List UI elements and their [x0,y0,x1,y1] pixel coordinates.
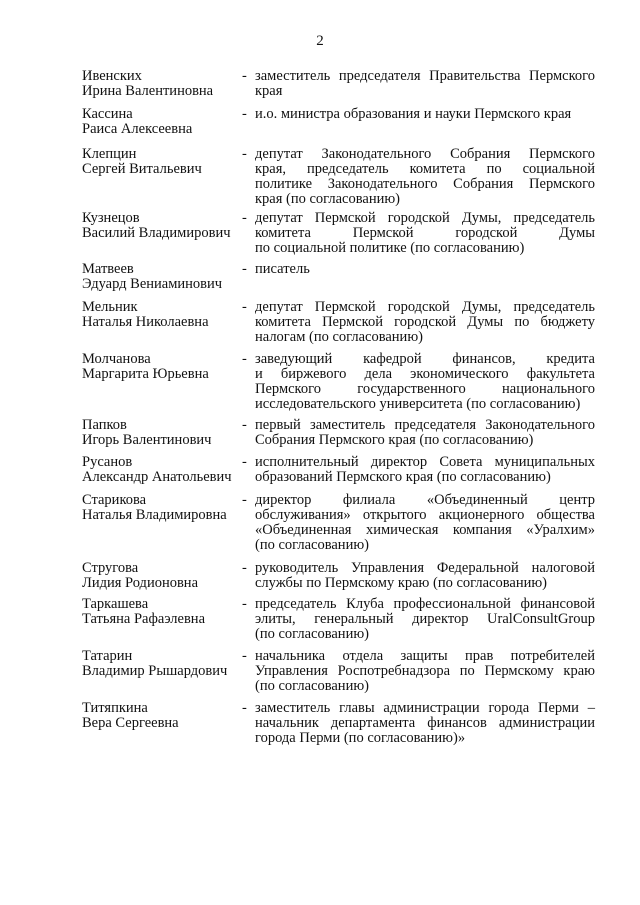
member-name [82,701,242,731]
member-given-names: Маргарита Юрьевна [82,366,209,382]
member-role [255,262,595,277]
member-given-names: Василий Владимирович [82,225,231,241]
member-name [82,211,242,241]
role-line: налогам (по согласованию) [255,329,423,345]
member-name [82,649,242,679]
role-line: заместитель главы администрации города Перми – [255,700,595,716]
role-line: Пермского государственного национального [255,381,595,397]
member-name [82,493,242,523]
role-line: исследовательского университета (по согласованию) [255,396,581,412]
dash-separator: - [242,68,247,84]
role-line: комитета Пермской городской Думы [255,225,595,241]
member-role [255,352,595,412]
page-number: 2 [316,33,324,49]
member-name [82,300,242,330]
member-name [82,418,242,448]
member-surname: Титяпкина [82,700,148,716]
role-line: депутат Пермской городской Думы, председатель [255,299,595,315]
role-line: края (по согласованию) [255,191,401,207]
member-role [255,69,595,99]
member-name [82,352,242,382]
role-line: руководитель Управления Федеральной налоговой [255,560,595,576]
role-line: писатель [255,261,310,277]
role-line: (по согласованию) [255,626,369,642]
dash-separator: - [242,351,247,367]
role-line: (по согласованию) [255,537,369,553]
role-line: и.о. министра образования и науки Пермского края [255,106,572,122]
role-line: заведующий кафедрой финансов, кредита [255,351,595,367]
member-role [255,597,595,642]
member-surname: Русанов [82,454,133,470]
role-line: депутат Законодательного Собрания Пермского [255,146,595,162]
role-line: и биржевого дела экономического факультета [255,366,595,382]
member-surname: Мельник [82,299,138,315]
dash-separator: - [242,299,247,315]
role-line: края [255,83,283,99]
member-name [82,69,242,99]
member-given-names: Раиса Алексеевна [82,121,193,137]
member-name [82,262,242,292]
member-given-names: Сергей Витальевич [82,161,202,177]
role-line: обслуживания» открытого акционерного общества [255,507,595,523]
member-surname: Папков [82,417,127,433]
member-surname: Молчанова [82,351,151,367]
role-line: Собрания Пермского края (по согласованию) [255,432,534,448]
role-line: директор филиала «Объединенный центр [255,492,595,508]
dash-separator: - [242,210,247,226]
member-role [255,147,595,207]
role-line: по социальной политике (по согласованию) [255,240,525,256]
member-name [82,147,242,177]
member-given-names: Эдуард Вениаминович [82,276,223,292]
role-line: элиты, генеральный директор UralConsultGroup [255,611,595,627]
role-line: исполнительный директор Совета муниципальных [255,454,595,470]
member-surname: Таркашева [82,596,149,612]
role-line: комитета Пермской городской Думы по бюджету [255,314,595,330]
role-line: депутат Пермской городской Думы, председатель [255,210,595,226]
dash-separator: - [242,454,247,470]
member-name [82,455,242,485]
member-role [255,701,595,746]
member-name [82,107,242,137]
member-given-names: Лидия Родионовна [82,575,198,591]
member-role [255,561,595,591]
member-given-names: Александр Анатольевич [82,469,232,485]
member-role [255,300,595,345]
member-given-names: Владимир Рышардович [82,663,228,679]
member-role [255,493,595,553]
dash-separator: - [242,560,247,576]
role-line: начальник департамента финансов администрации [255,715,595,731]
role-line: (по согласованию) [255,678,369,694]
role-line: председатель Клуба профессиональной финансовой [255,596,595,612]
dash-separator: - [242,700,247,716]
member-given-names: Вера Сергеевна [82,715,179,731]
role-line: Управления Роспотребнадзора по Пермскому краю [255,663,595,679]
member-role [255,107,595,122]
member-surname: Клепцин [82,146,137,162]
dash-separator: - [242,106,247,122]
member-role [255,418,595,448]
role-line: образований Пермского края (по согласованию) [255,469,551,485]
role-line: края, председатель комитета по социальной [255,161,595,177]
member-name [82,561,242,591]
member-surname: Ивенских [82,68,142,84]
role-line: первый заместитель председателя Законодательного [255,417,595,433]
member-given-names: Наталья Николаевна [82,314,209,330]
member-role [255,211,595,256]
role-line: города Перми (по согласованию)» [255,730,466,746]
member-given-names: Наталья Владимировна [82,507,227,523]
member-name [82,597,242,627]
member-surname: Стругова [82,560,139,576]
dash-separator: - [242,146,247,162]
member-surname: Кассина [82,106,133,122]
member-surname: Кузнецов [82,210,140,226]
member-surname: Старикова [82,492,147,508]
member-given-names: Ирина Валентиновна [82,83,214,99]
member-role [255,455,595,485]
dash-separator: - [242,261,247,277]
role-line: начальника отдела защиты прав потребителей [255,648,595,664]
member-surname: Матвеев [82,261,134,277]
dash-separator: - [242,492,247,508]
member-given-names: Игорь Валентинович [82,432,212,448]
dash-separator: - [242,648,247,664]
member-given-names: Татьяна Рафаэлевна [82,611,206,627]
role-line: заместитель председателя Правительства Пермского [255,68,595,84]
dash-separator: - [242,417,247,433]
role-line: политике Законодательного Собрания Пермского [255,176,595,192]
role-line: службы по Пермскому краю (по согласованию) [255,575,547,591]
role-line: «Объединенная химическая компания «Уралхим» [255,522,595,538]
dash-separator: - [242,596,247,612]
member-surname: Татарин [82,648,133,664]
member-role [255,649,595,694]
